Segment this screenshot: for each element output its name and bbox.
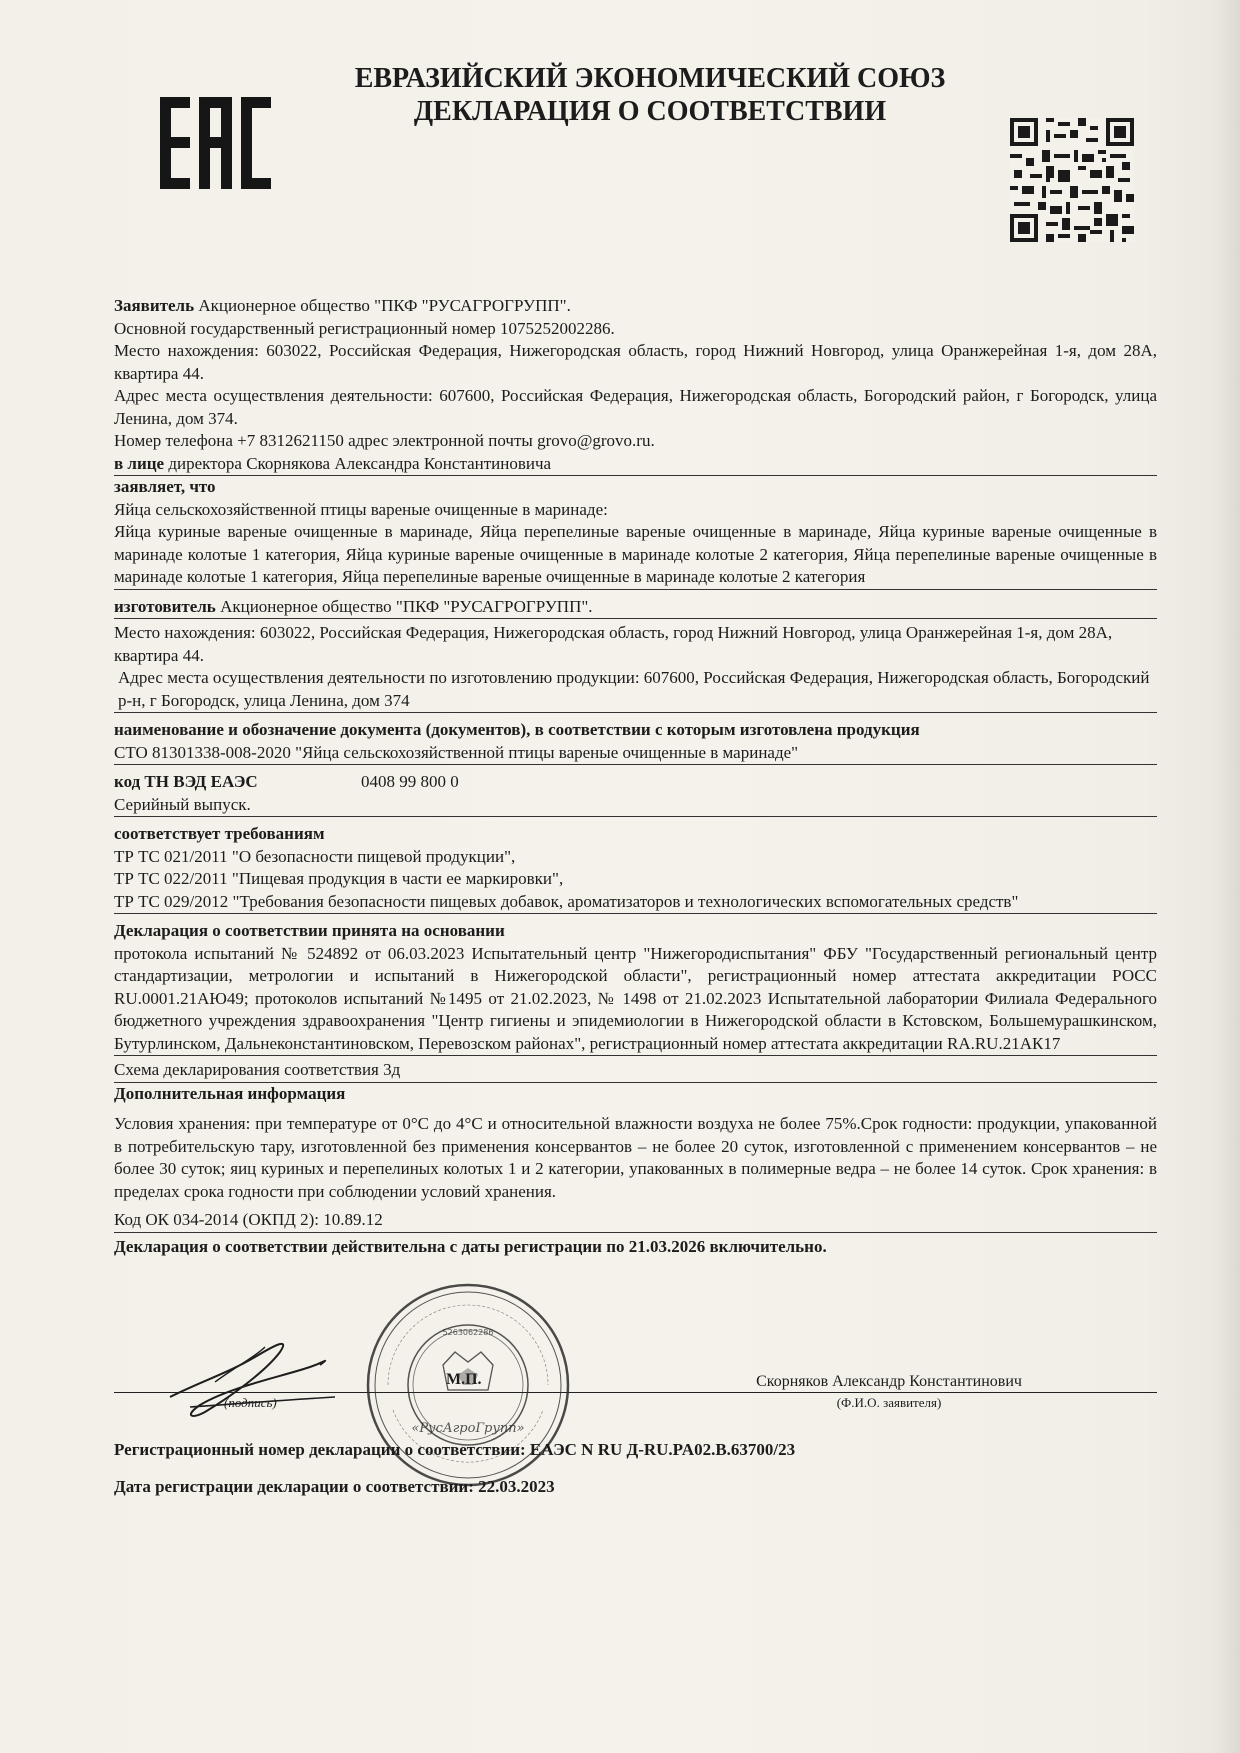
representative-name: директора Скорнякова Александра Константиновича: [164, 453, 552, 473]
signer-name: Скорняков Александр Константинович: [756, 1373, 1022, 1390]
validity-line: Декларация о соответствии действительна с даты регистрации по 21.03.2026 включительно.: [114, 1236, 827, 1256]
product-group: Яйца сельскохозяйственной птицы вареные очищенные в маринаде:: [114, 499, 608, 519]
eac-logo: [160, 97, 272, 189]
declaration-body: [114, 295, 1157, 1258]
representative-label: в лице: [114, 453, 165, 473]
handwritten-signature: [160, 1327, 350, 1422]
scheme-line: Схема декларирования соответствия 3д: [114, 1056, 1157, 1083]
requirement-item: ТР ТС 029/2012 "Требования безопасности пищевых добавок, ароматизаторов и технологических вспомогательных средств": [114, 891, 1157, 915]
seal-place-label: М.П.: [446, 1371, 482, 1388]
okpd-code: Код ОК 034-2014 (ОКПД 2): 10.89.12: [114, 1203, 1157, 1233]
standard-label: наименование и обозначение документа (документов), в соответствии с которым изготовлена продукция: [114, 720, 920, 739]
registration-date: Дата регистрации декларации о соответствии: 22.03.2023: [114, 1477, 555, 1496]
signature-caption: (подпись): [224, 1395, 277, 1410]
applicant-location: Место нахождения: 603022, Российская Федерация, Нижегородская область, город Нижний Новгород, улица Оранжерейная 1-я, дом 28А, квартира 44.: [114, 341, 1157, 383]
manufacturer-line: [114, 596, 1157, 620]
applicant-label: Заявитель: [114, 296, 195, 315]
manufacturer-production-address: Адрес места осуществления деятельности по изготовлению продукции: 607600, Российская Федерация, Нижегородская область, Богородский р-н, г Богородск, улица Ленина, дом 374: [114, 667, 1157, 713]
svg-text:5263062286: 5263062286: [442, 1328, 494, 1337]
product-list: Яйца куриные вареные очищенные в маринаде, Яйца перепелиные вареные очищенные в маринаде, Яйца куриные вареные очищенные в маринаде колотые 1 категория, Яйца куриные вареные очищенные в маринаде колотые 2 категория, Яйца перепелиные вареные очищенные в маринаде колотые 1 категория, Яйца перепелиные вареные очищенные в маринаде колотые 2 категория: [114, 521, 1157, 590]
applicant-contacts: Номер телефона +7 8312621150 адрес электронной почты grovo@grovo.ru.: [114, 431, 655, 450]
registration-number: Регистрационный номер декларации о соответствии: ЕАЭС N RU Д-RU.PA02.B.63700/23: [114, 1440, 796, 1459]
svg-text:«РусАгроГрупп»: «РусАгроГрупп»: [411, 1421, 525, 1436]
document-title: [300, 62, 1000, 128]
applicant-line: [114, 295, 1157, 318]
applicant-activity-address: Адрес места осуществления деятельности: 607600, Российская Федерация, Нижегородская область, Богородский район, г Богородск, улица Ленина, дом 374.: [114, 386, 1157, 428]
applicant-ogrn: Основной государственный регистрационный номер 1075252002286.: [114, 318, 615, 338]
additional-text: Условия хранения: при температуре от 0°С до 4°С и относительной влажности воздуха не более 75%.Срок годности: продукции, упакованной в потребительскую тару, изготовленной без применения консервантов – не более 20 суток, изготовленной с применением консервантов – не более 30 суток; яиц куриных и перепелиных колотых 1 и 2 категории, упакованных в полимерные ведра – не более 14 суток. Срок хранения: в пределах срока годности при соблюдении условий хранения.: [114, 1114, 1157, 1201]
manufacturer-location: Место нахождения: 603022, Российская Федерация, Нижегородская область, город Нижний Новгород, улица Оранжерейная 1-я, дом 28А, квартира 44.: [114, 623, 1113, 665]
additional-label: Дополнительная информация: [114, 1083, 346, 1103]
union-title: ЕВРАЗИЙСКИЙ ЭКОНОМИЧЕСКИЙ СОЮЗ: [354, 63, 946, 94]
tnved-row: [114, 771, 1157, 794]
tnved-label: код ТН ВЭД ЕАЭС: [114, 772, 258, 791]
basis-label: Декларация о соответствии принята на основании: [114, 921, 505, 940]
qr-code-icon: [1010, 118, 1134, 242]
serial-release: Серийный выпуск.: [114, 794, 1157, 818]
standard-value: СТО 81301338-008-2020 "Яйца сельскохозяйственной птицы вареные очищенные в маринаде": [114, 742, 1157, 766]
applicant-representative: [114, 453, 1157, 477]
tnved-value: 0408 99 800 0: [361, 772, 459, 791]
declaration-title: ДЕКЛАРАЦИЯ О СООТВЕТСТВИИ: [413, 96, 887, 127]
requirement-item: ТР ТС 021/2011 "О безопасности пищевой продукции",: [114, 846, 516, 866]
declares-label: заявляет, что: [114, 477, 216, 496]
applicant-name: Акционерное общество "ПКФ "РУСАГРОГРУПП".: [194, 296, 571, 315]
basis-text: протокола испытаний № 524892 от 06.03.2023 Испытательный центр "Нижегородиспытания" ФБУ "Государственный региональный центр стандартизации, метрологии и испытаний в Нижегородской области", регистрационный номер аттестата аккредитации РОСС RU.0001.21АЮ49; протоколов испытаний №1495 от 21.02.2023, № 1498 от 21.02.2023 Испытательной лаборатории Филиала Федерального бюджетного учреждения здравоохранения "Центр гигиены и эпидемиологии в Нижегородской области в Кстовском, Большемурашкинском, Бутурлинском, Дальнеконстантиновском, Перевозском районах", регистрационный номер аттестата аккредитации RA.RU.21АК17: [114, 943, 1157, 1057]
signer-name-caption: (Ф.И.О. заявителя): [836, 1395, 942, 1410]
requirements-label: соответствует требованиям: [114, 824, 325, 843]
requirement-item: ТР ТС 022/2011 "Пищевая продукция в части ее маркировки",: [114, 869, 564, 888]
paper-edge: [1212, 0, 1240, 1753]
manufacturer-name: Акционерное общество "ПКФ "РУСАГРОГРУПП".: [215, 596, 593, 616]
manufacturer-label: изготовитель: [114, 596, 216, 616]
